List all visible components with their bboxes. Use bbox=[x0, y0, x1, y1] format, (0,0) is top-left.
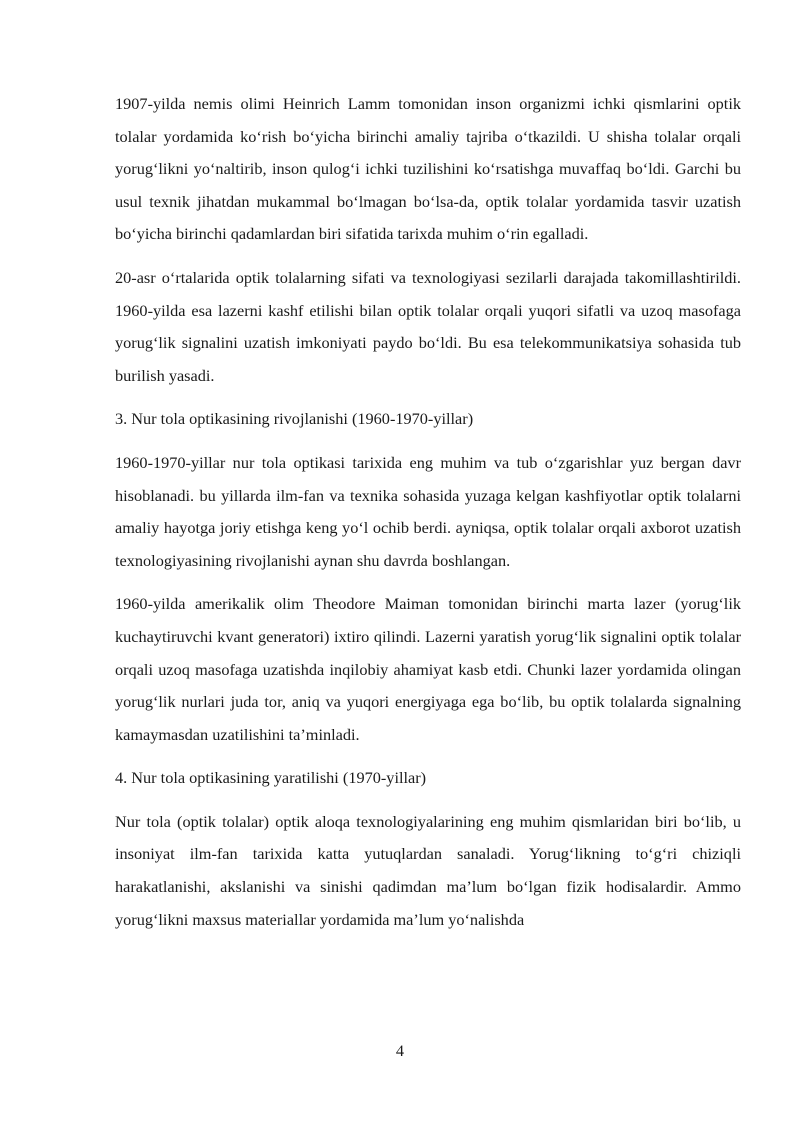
section-heading-3: 3. Nur tola optikasining rivojlanishi (1960-1970-yillar) bbox=[115, 409, 474, 429]
document-page bbox=[115, 88, 741, 947]
paragraph-1960-1970: 1960-1970-yillar nur tola optikasi tarixida eng muhim va tub o‘zgarishlar yuz bergan davr hisoblanadi. bu yillarda ilm-fan va texnika sohasida yuzaga kelgan kashfiyotlar optik tolalarni amaliy hayotga joriy etishga keng yo‘l ochib berdi. ayniqsa, optik tolalar orqali axborot uzatish texnologiyasining rivojlanishi aynan shu davrda boshlangan. bbox=[115, 452, 741, 570]
paragraph-lamm-1907: 1907-yilda nemis olimi Heinrich Lamm tomonidan inson organizmi ichki qismlarini optik tolalar yordamida ko‘rish bo‘yicha birinchi amaliy tajriba o‘tkazildi. U shisha tolalar orqali yorug‘likni yo‘naltirib, inson qulog‘i ichki tuzilishini ko‘rsatishga muvaffaq bo‘ldi. Garchi bu usul texnik jihatdan mukammal bo‘lmagan bo‘lsa-da, optik tolalar yordamida tasvir uzatish bo‘yicha birinchi qadamlardan biri sifatida tarixda muhim o‘rin egalladi. bbox=[115, 94, 741, 244]
paragraph-fiber-creation: Nur tola (optik tolalar) optik aloqa texnologiyalarining eng muhim qismlaridan biri bo‘lib, u insoniyat ilm-fan tarixida katta yutuqlardan sanaladi. Yorug‘likning to‘g‘ri chiziqli harakatlanishi, akslanishi va sinishi qadimdan ma’lum bo‘lgan fizik hodisalardir. Ammo yorug‘likni maxsus materiallar yordamida ma’lum yo‘nalishda bbox=[115, 811, 741, 929]
page-number: 4 bbox=[395, 1041, 405, 1060]
paragraph-mid-20th-century: 20-asr o‘rtalarida optik tolalarning sifati va texnologiyasi sezilarli darajada takomillashtirildi. 1960-yilda esa lazerni kashf etilishi bilan optik tolalar orqali yuqori sifatli va uzoq masofaga yorug‘lik signalini uzatish imkoniyati paydo bo‘ldi. Bu esa telekommunikatsiya sohasida tub burilish yasadi. bbox=[115, 267, 741, 385]
section-heading-4: 4. Nur tola optikasining yaratilishi (1970-yillar) bbox=[115, 768, 427, 788]
paragraph-maiman-laser: 1960-yilda amerikalik olim Theodore Maiman tomonidan birinchi marta lazer (yorug‘lik kuchaytiruvchi kvant generatori) ixtiro qilindi. Lazerni yaratish yorug‘lik signalini optik tolalar orqali uzoq masofaga uzatishda inqilobiy ahamiyat kasb etdi. Chunki lazer yordamida olingan yorug‘lik nurlari juda tor, aniq va yuqori energiyaga ega bo‘lib, bu optik tolalarda signalning kamaymasdan uzatilishini ta’minladi. bbox=[115, 594, 741, 744]
